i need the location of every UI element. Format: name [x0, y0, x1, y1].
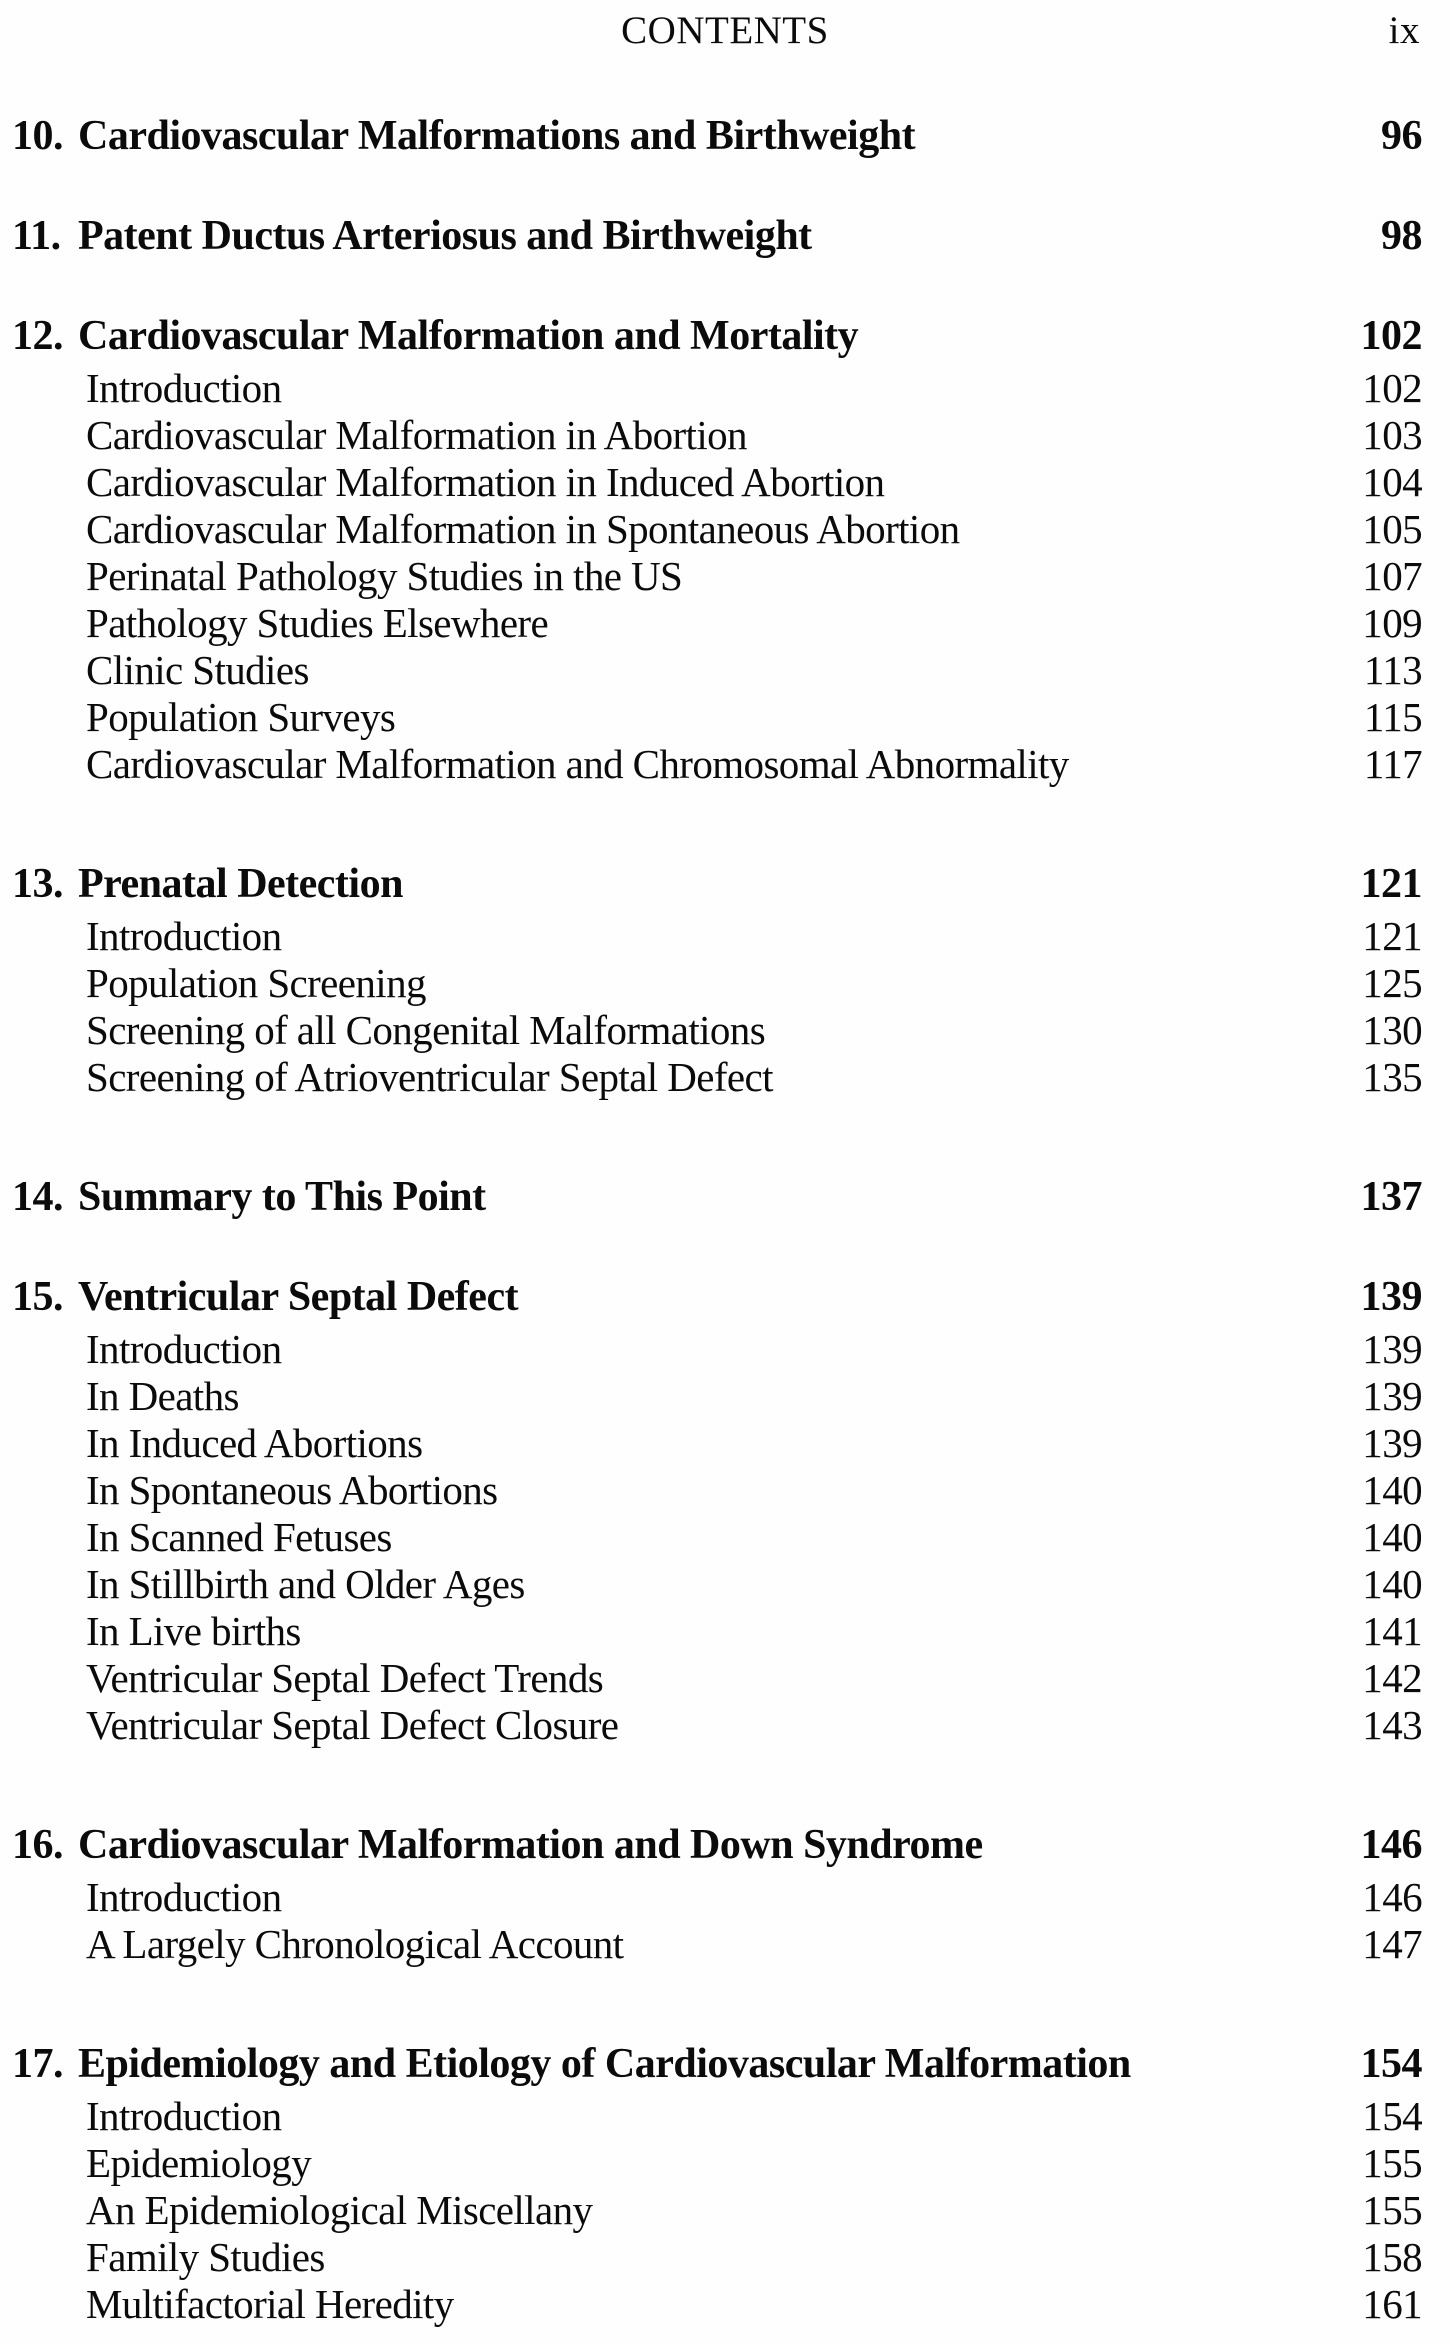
toc-section-row [0, 1873, 1450, 1925]
section-title: Introduction [86, 1874, 282, 1920]
section-title: Screening of Atrioventricular Septal Defect [86, 1054, 773, 1100]
section-title: Introduction [86, 1326, 282, 1372]
section-page-number: 140 [1362, 1514, 1422, 1560]
toc-section-row [0, 2280, 1450, 2332]
section-title: Clinic Studies [86, 647, 309, 693]
toc-section-row [0, 458, 1450, 510]
section-page-number: 161 [1362, 2281, 1422, 2327]
toc-section-row [0, 1920, 1450, 1972]
section-page-number: 140 [1362, 1467, 1422, 1513]
section-title: In Spontaneous Abortions [86, 1467, 498, 1513]
chapter-page-number: 102 [1360, 313, 1422, 359]
section-page-number: 142 [1362, 1655, 1422, 1701]
section-title: In Live births [86, 1608, 301, 1654]
toc-chapter-row [0, 860, 1450, 912]
toc-section-row [0, 693, 1450, 745]
section-page-number: 146 [1362, 1874, 1422, 1920]
toc-section-row [0, 1701, 1450, 1753]
section-title: Introduction [86, 365, 282, 411]
toc-section-row [0, 2092, 1450, 2144]
toc-chapter-row [0, 2040, 1450, 2092]
chapter-page-number: 121 [1360, 861, 1422, 907]
folio-page-number: ix [1388, 9, 1420, 52]
toc-section-row [0, 1006, 1450, 1058]
toc-section-row [0, 1607, 1450, 1659]
section-title: Introduction [86, 2093, 282, 2139]
section-page-number: 154 [1362, 2093, 1422, 2139]
section-title: In Induced Abortions [86, 1420, 423, 1466]
chapter-number: 10. [12, 113, 63, 159]
section-page-number: 141 [1362, 1608, 1422, 1654]
section-page-number: 139 [1362, 1326, 1422, 1372]
section-title: Ventricular Septal Defect Trends [86, 1655, 604, 1701]
toc-section-row [0, 646, 1450, 698]
toc-section-row [0, 1466, 1450, 1518]
toc-section-row [0, 1654, 1450, 1706]
toc-section-row [0, 599, 1450, 651]
toc-section-row [0, 2139, 1450, 2191]
section-page-number: 155 [1362, 2187, 1422, 2233]
section-page-number: 107 [1362, 553, 1422, 599]
section-page-number: 121 [1362, 913, 1422, 959]
toc-section-row [0, 912, 1450, 964]
chapter-page-number: 137 [1360, 1174, 1422, 1220]
section-page-number: 115 [1363, 694, 1422, 740]
chapter-title: Prenatal Detection [78, 861, 403, 907]
section-page-number: 113 [1363, 647, 1422, 693]
chapter-number: 13. [12, 861, 63, 907]
toc-section-row [0, 411, 1450, 463]
section-title: In Scanned Fetuses [86, 1514, 392, 1560]
toc-section-row [0, 2233, 1450, 2285]
section-page-number: 147 [1362, 1921, 1422, 1967]
section-page-number: 103 [1362, 412, 1422, 458]
section-page-number: 135 [1362, 1054, 1422, 1100]
chapter-page-number: 154 [1360, 2041, 1422, 2087]
contents-heading: CONTENTS [621, 9, 829, 52]
section-page-number: 130 [1362, 1007, 1422, 1053]
section-title: A Largely Chronological Account [86, 1921, 624, 1967]
section-page-number: 102 [1362, 365, 1422, 411]
section-title: Family Studies [86, 2234, 325, 2280]
chapter-number: 17. [12, 2041, 63, 2087]
section-title: Population Surveys [86, 694, 396, 740]
chapter-number: 11. [12, 213, 61, 259]
section-title: In Deaths [86, 1373, 239, 1419]
toc-section-row [0, 552, 1450, 604]
toc-section-row [0, 740, 1450, 792]
section-title: Population Screening [86, 960, 426, 1006]
section-page-number: 105 [1362, 506, 1422, 552]
chapter-page-number: 98 [1381, 213, 1422, 259]
section-page-number: 158 [1362, 2234, 1422, 2280]
section-title: Epidemiology [86, 2140, 312, 2186]
toc-section-row [0, 364, 1450, 416]
toc-section-row [0, 1419, 1450, 1471]
section-title: Cardiovascular Malformation in Abortion [86, 412, 747, 458]
section-page-number: 104 [1362, 459, 1422, 505]
section-title: Introduction [86, 913, 282, 959]
chapter-page-number: 139 [1360, 1274, 1422, 1320]
toc-chapter-row [0, 1821, 1450, 1873]
section-page-number: 117 [1363, 741, 1422, 787]
toc-chapter-row [0, 312, 1450, 364]
section-page-number: 143 [1362, 1702, 1422, 1748]
section-title: Pathology Studies Elsewhere [86, 600, 549, 646]
section-title: Screening of all Congenital Malformations [86, 1007, 766, 1053]
section-title: An Epidemiological Miscellany [86, 2187, 593, 2233]
toc-chapter-row [0, 212, 1450, 264]
chapter-title: Patent Ductus Arteriosus and Birthweight [78, 213, 812, 259]
toc-chapter-row [0, 112, 1450, 164]
chapter-title: Cardiovascular Malformation and Mortality [78, 313, 859, 359]
chapter-title: Ventricular Septal Defect [78, 1274, 519, 1320]
chapter-title: Cardiovascular Malformations and Birthweight [78, 113, 916, 159]
section-page-number: 155 [1362, 2140, 1422, 2186]
toc-section-row [0, 2186, 1450, 2238]
toc-chapter-row [0, 1273, 1450, 1325]
page-header [0, 8, 1450, 58]
toc-section-row [0, 505, 1450, 557]
section-title: Cardiovascular Malformation in Spontaneous Abortion [86, 506, 960, 552]
toc-section-row [0, 959, 1450, 1011]
chapter-number: 16. [12, 1822, 63, 1868]
chapter-page-number: 146 [1360, 1822, 1422, 1868]
section-page-number: 125 [1362, 960, 1422, 1006]
section-page-number: 139 [1362, 1373, 1422, 1419]
section-page-number: 139 [1362, 1420, 1422, 1466]
chapter-page-number: 96 [1381, 113, 1422, 159]
chapter-title: Epidemiology and Etiology of Cardiovascular Malformation [78, 2041, 1131, 2087]
section-page-number: 140 [1362, 1561, 1422, 1607]
toc-chapter-row [0, 1173, 1450, 1225]
chapter-number: 14. [12, 1174, 63, 1220]
section-title: Perinatal Pathology Studies in the US [86, 553, 683, 599]
section-page-number: 109 [1362, 600, 1422, 646]
chapter-number: 12. [12, 313, 63, 359]
section-title: Multifactorial Heredity [86, 2281, 454, 2327]
section-title: Ventricular Septal Defect Closure [86, 1702, 619, 1748]
toc-section-row [0, 1513, 1450, 1565]
section-title: Cardiovascular Malformation in Induced Abortion [86, 459, 885, 505]
toc-section-row [0, 1372, 1450, 1424]
section-title: Cardiovascular Malformation and Chromosomal Abnormality [86, 741, 1069, 787]
section-title: In Stillbirth and Older Ages [86, 1561, 525, 1607]
chapter-number: 15. [12, 1274, 63, 1320]
toc-section-row [0, 1053, 1450, 1105]
chapter-title: Cardiovascular Malformation and Down Syndrome [78, 1822, 983, 1868]
chapter-title: Summary to This Point [78, 1174, 486, 1220]
toc-section-row [0, 1560, 1450, 1612]
toc-section-row [0, 1325, 1450, 1377]
